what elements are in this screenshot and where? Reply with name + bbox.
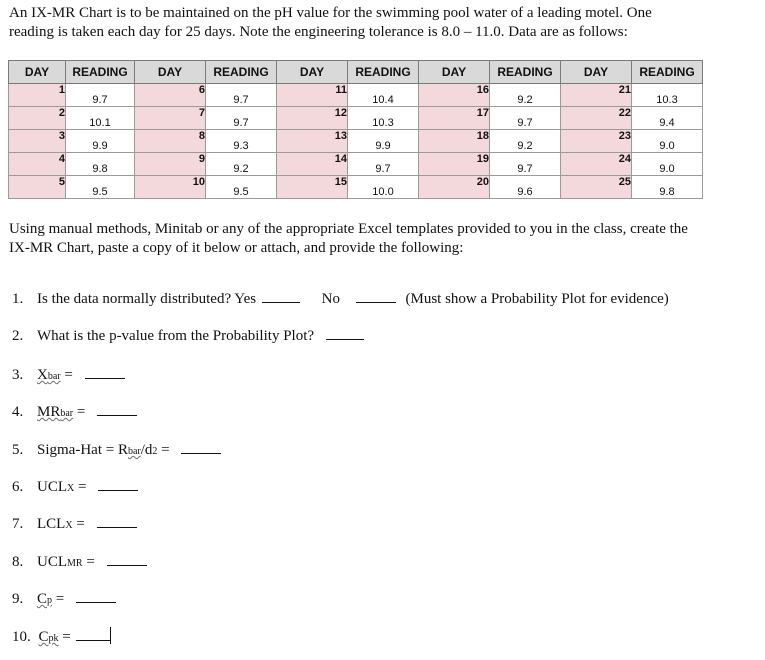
cp-answer-blank[interactable] [76, 590, 116, 603]
problem-intro [9, 4, 754, 42]
day-cell: 23 [561, 130, 632, 153]
table-row [9, 153, 703, 176]
reading-cell: 9.2 [490, 84, 561, 107]
day-cell: 8 [135, 130, 206, 153]
reading-cell: 10.4 [348, 84, 419, 107]
no-label: No [321, 291, 340, 307]
ucl-mr-symbol [37, 554, 83, 570]
reading-cell: 9.4 [632, 107, 703, 130]
reading-cell: 9.7 [66, 84, 135, 107]
symbol-subscript: X [67, 483, 75, 494]
equals-sign: = [73, 404, 86, 420]
day-cell: 12 [277, 107, 348, 130]
p-value-answer-blank[interactable] [326, 327, 364, 340]
reading-cell: 9.7 [490, 107, 561, 130]
cp-symbol [37, 591, 52, 607]
day-cell: 11 [277, 84, 348, 107]
question-number: 8. [12, 554, 24, 570]
question-8 [12, 553, 147, 571]
symbol-subscript: pk [48, 633, 59, 644]
symbol-main: MR [37, 404, 61, 420]
reading-cell: 10.1 [66, 107, 135, 130]
day-cell: 22 [561, 107, 632, 130]
header-day: DAY [419, 61, 490, 84]
header-reading: READING [490, 61, 561, 84]
symbol-main: C [38, 629, 49, 645]
header-day: DAY [135, 61, 206, 84]
symbol-main: LCL [37, 516, 66, 532]
table-row [9, 176, 703, 199]
question-text: What is the p-value from the Probability Plot? [37, 328, 315, 344]
reading-cell: 9.5 [66, 176, 135, 199]
symbol-subscript: bar [47, 371, 61, 382]
reading-cell: 9.7 [206, 107, 277, 130]
reading-cell: 9.5 [206, 176, 277, 199]
question-number: 5. [12, 442, 24, 458]
day-cell: 1 [9, 84, 66, 107]
reading-cell: 9.3 [206, 130, 277, 153]
question-note: (Must show a Probability Plot for evidence) [405, 291, 669, 307]
day-cell: 13 [277, 130, 348, 153]
table-row [9, 130, 703, 153]
day-cell: 24 [561, 153, 632, 176]
symbol-main: UCL [37, 479, 67, 495]
header-day: DAY [561, 61, 632, 84]
header-reading: READING [632, 61, 703, 84]
xbar-symbol [37, 367, 61, 383]
day-cell: 5 [9, 176, 66, 199]
symbol-subscript: bar [60, 408, 74, 419]
symbol-main: X [37, 367, 48, 383]
lcl-x-symbol [37, 516, 73, 532]
ucl-mr-answer-blank[interactable] [107, 553, 147, 566]
header-reading: READING [348, 61, 419, 84]
question-number: 6. [12, 479, 24, 495]
day-cell: 17 [419, 107, 490, 130]
day-cell: 2 [9, 107, 66, 130]
no-answer-blank[interactable] [356, 290, 396, 303]
intro-line-2: reading is taken each day for 25 days. Note the engineering tolerance is 8.0 – 11.0. Data are as follows: [9, 24, 628, 40]
reading-cell: 9.6 [490, 176, 561, 199]
question-2 [12, 327, 364, 345]
symbol-main: C [37, 591, 48, 607]
question-7 [12, 515, 137, 533]
question-5 [12, 441, 221, 459]
xbar-answer-blank[interactable] [85, 366, 125, 379]
question-number: 1. [12, 291, 24, 307]
equals-sign: = [60, 367, 73, 383]
question-3 [12, 366, 125, 384]
reading-cell: 9.2 [490, 130, 561, 153]
symbol-subscript: X [65, 520, 73, 531]
question-number: 2. [12, 328, 24, 344]
equals-sign: = [72, 516, 85, 532]
ph-data-table [8, 60, 703, 199]
table-row [9, 84, 703, 107]
cpk-symbol [39, 629, 59, 645]
mrbar-symbol [37, 404, 73, 420]
day-cell: 25 [561, 176, 632, 199]
equals-sign: = [82, 554, 95, 570]
reading-cell: 10.3 [348, 107, 419, 130]
day-cell: 15 [277, 176, 348, 199]
header-reading: READING [66, 61, 135, 84]
reading-cell: 9.0 [632, 153, 703, 176]
day-cell: 19 [419, 153, 490, 176]
d2-text: /d [140, 442, 153, 458]
lcl-x-answer-blank[interactable] [97, 515, 137, 528]
day-cell: 9 [135, 153, 206, 176]
question-number: 3. [12, 367, 24, 383]
question-6 [12, 478, 138, 496]
question-text: Is the data normally distributed? Yes [37, 291, 257, 307]
reading-cell: 9.7 [348, 153, 419, 176]
instructions-line-1: Using manual methods, Minitab or any of the appropriate Excel templates provided to you in the class, create the [9, 221, 688, 237]
ucl-x-answer-blank[interactable] [98, 478, 138, 491]
sigma-hat-answer-blank[interactable] [181, 441, 221, 454]
sigma-hat-text: Sigma-Hat = R [37, 442, 128, 458]
question-9 [12, 590, 116, 608]
day-cell: 3 [9, 130, 66, 153]
symbol-subscript: p [47, 595, 53, 606]
question-4 [12, 403, 137, 421]
day-cell: 16 [419, 84, 490, 107]
table-row [9, 107, 703, 130]
d2-subscript: 2 [152, 446, 158, 457]
day-cell: 21 [561, 84, 632, 107]
intro-line-1: An IX-MR Chart is to be maintained on the pH value for the swimming pool water of a leading motel. One [9, 5, 652, 21]
rbar-subscript: bar [127, 446, 141, 457]
day-cell: 10 [135, 176, 206, 199]
header-reading: READING [206, 61, 277, 84]
reading-cell: 9.0 [632, 130, 703, 153]
question-number: 9. [12, 591, 24, 607]
question-10 [12, 627, 111, 646]
day-cell: 7 [135, 107, 206, 130]
reading-cell: 9.7 [206, 84, 277, 107]
text-cursor [110, 627, 111, 644]
table-header-row [9, 61, 703, 84]
day-cell: 6 [135, 84, 206, 107]
header-day: DAY [9, 61, 66, 84]
reading-cell: 9.7 [490, 153, 561, 176]
instructions-line-2: IX-MR Chart, paste a copy of it below or attach, and provide the following: [9, 240, 464, 256]
day-cell: 14 [277, 153, 348, 176]
header-day: DAY [277, 61, 348, 84]
equals-sign: = [58, 629, 71, 645]
yes-answer-blank[interactable] [262, 290, 300, 303]
question-1 [12, 290, 669, 308]
reading-cell: 9.8 [66, 153, 135, 176]
equals-sign: = [74, 479, 87, 495]
equals-sign: = [52, 591, 65, 607]
day-cell: 20 [419, 176, 490, 199]
sigma-hat-label [37, 442, 157, 458]
reading-cell: 10.0 [348, 176, 419, 199]
equals-sign: = [157, 442, 170, 458]
question-number: 7. [12, 516, 24, 532]
day-cell: 18 [419, 130, 490, 153]
question-number: 4. [12, 404, 24, 420]
ucl-x-symbol [37, 479, 74, 495]
symbol-subscript: MR [67, 558, 83, 569]
reading-cell: 9.8 [632, 176, 703, 199]
reading-cell: 9.9 [348, 130, 419, 153]
reading-cell: 10.3 [632, 84, 703, 107]
symbol-main: UCL [37, 554, 67, 570]
day-cell: 4 [9, 153, 66, 176]
cpk-answer-blank[interactable] [76, 628, 110, 641]
instructions [9, 220, 754, 258]
question-number: 10. [12, 629, 31, 645]
mrbar-answer-blank[interactable] [97, 403, 137, 416]
reading-cell: 9.9 [66, 130, 135, 153]
reading-cell: 9.2 [206, 153, 277, 176]
